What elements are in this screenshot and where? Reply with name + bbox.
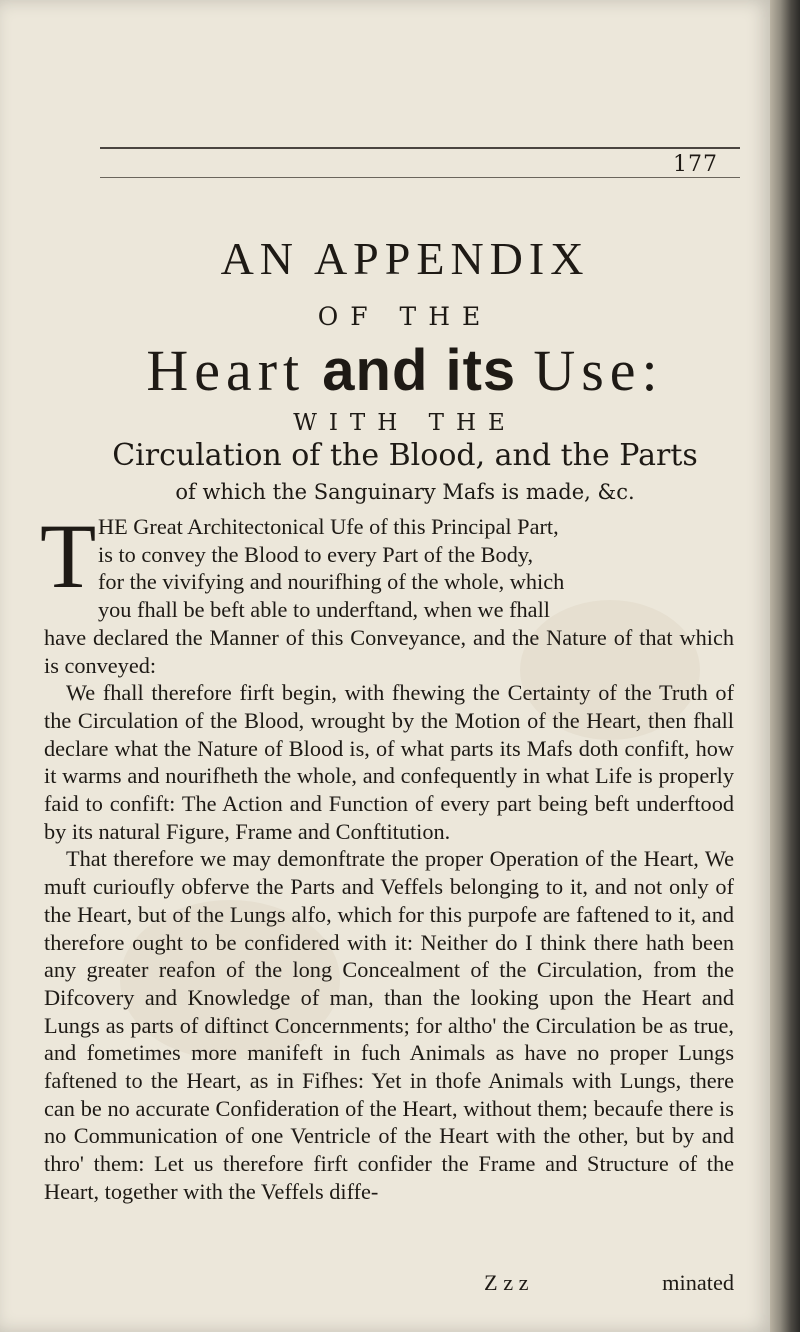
opening-line: is to convey the Blood to every Part of the Body, [98,541,534,567]
title-line-appendix: AN APPENDIX [220,233,590,284]
paragraph-1-continued: have declared the Manner of this Conveyance, and the Nature of that which is conveyed: [44,624,734,678]
catchword: minated [662,1270,734,1295]
drop-cap: T [40,505,97,607]
header-rule-lower [100,177,740,178]
binding-edge [770,0,800,1332]
page-footer [44,1270,734,1296]
paragraph-2: We fhall therefore firft begin, with fhewing the Certainty of the Truth of the Circulation of the Blood, wrought by the Motion of the Heart, then fhall declare what the Nature of Blood is, of what parts its Mafs doth confift, how it warms and nourifheth the whole, and confequently in what Life is properly faid to confift: The Action and Function of every part being beft underftood by its natural Figure, Frame and Conftitution. [44,680,734,844]
opening-line: for the vivifying and nourifhing of the whole, which [98,569,565,595]
opening-line: HE Great Architectonical Ufe of this Principal Part, [98,514,559,539]
page-number: 177 [673,152,718,177]
title-word-use: Use: [533,338,664,403]
body-text [40,505,734,1206]
title-line-with-the: WITH THE [293,410,517,436]
title-line-sanguinary: of which the Sanguinary Mafs is made, &c. [175,480,635,504]
title-line-circulation: Circulation of the Blood, and the Parts [112,438,698,473]
opening-paragraph [40,505,734,624]
opening-line: you fhall be beft able to underftand, when we fhall [98,597,550,623]
title-line-of-the: OF THE [317,302,493,331]
paragraph-3: That therefore we may demonftrate the proper Operation of the Heart, We muft curioufly obferve the Parts and Veffels belonging to it, and not only of the Heart, but of the Lungs alfo, which for this purpofe are faftened to it, and therefore ought to be confidered with it: Neither do I think there hath been any greater reafon of the long Concealment of the Circulation, from the Difcovery and Knowledge of man, than the looking upon the Heart and Lungs as parts of diftinct Concernments; for altho' the Circulation be as true, and fometimes more manifeft in fuch Animals as have no proper Lungs faftened to the Heart, as in Fifhes: Yet in thofe Animals with Lungs, there can be no accurate Confideration of the Heart, without them; becaufe there is no Communication of one Ventricle of the Heart with the other, but by and thro' them: Let us therefore firft confider the Frame and Structure of the Heart, together with the Veffels diffe- [44,846,734,1204]
title-words-and-its: and its [305,338,534,403]
title-line-heart [40,337,770,404]
header-rule [100,147,740,149]
signature-mark: Z z z [484,1270,529,1295]
title-word-heart: Heart [146,338,306,403]
